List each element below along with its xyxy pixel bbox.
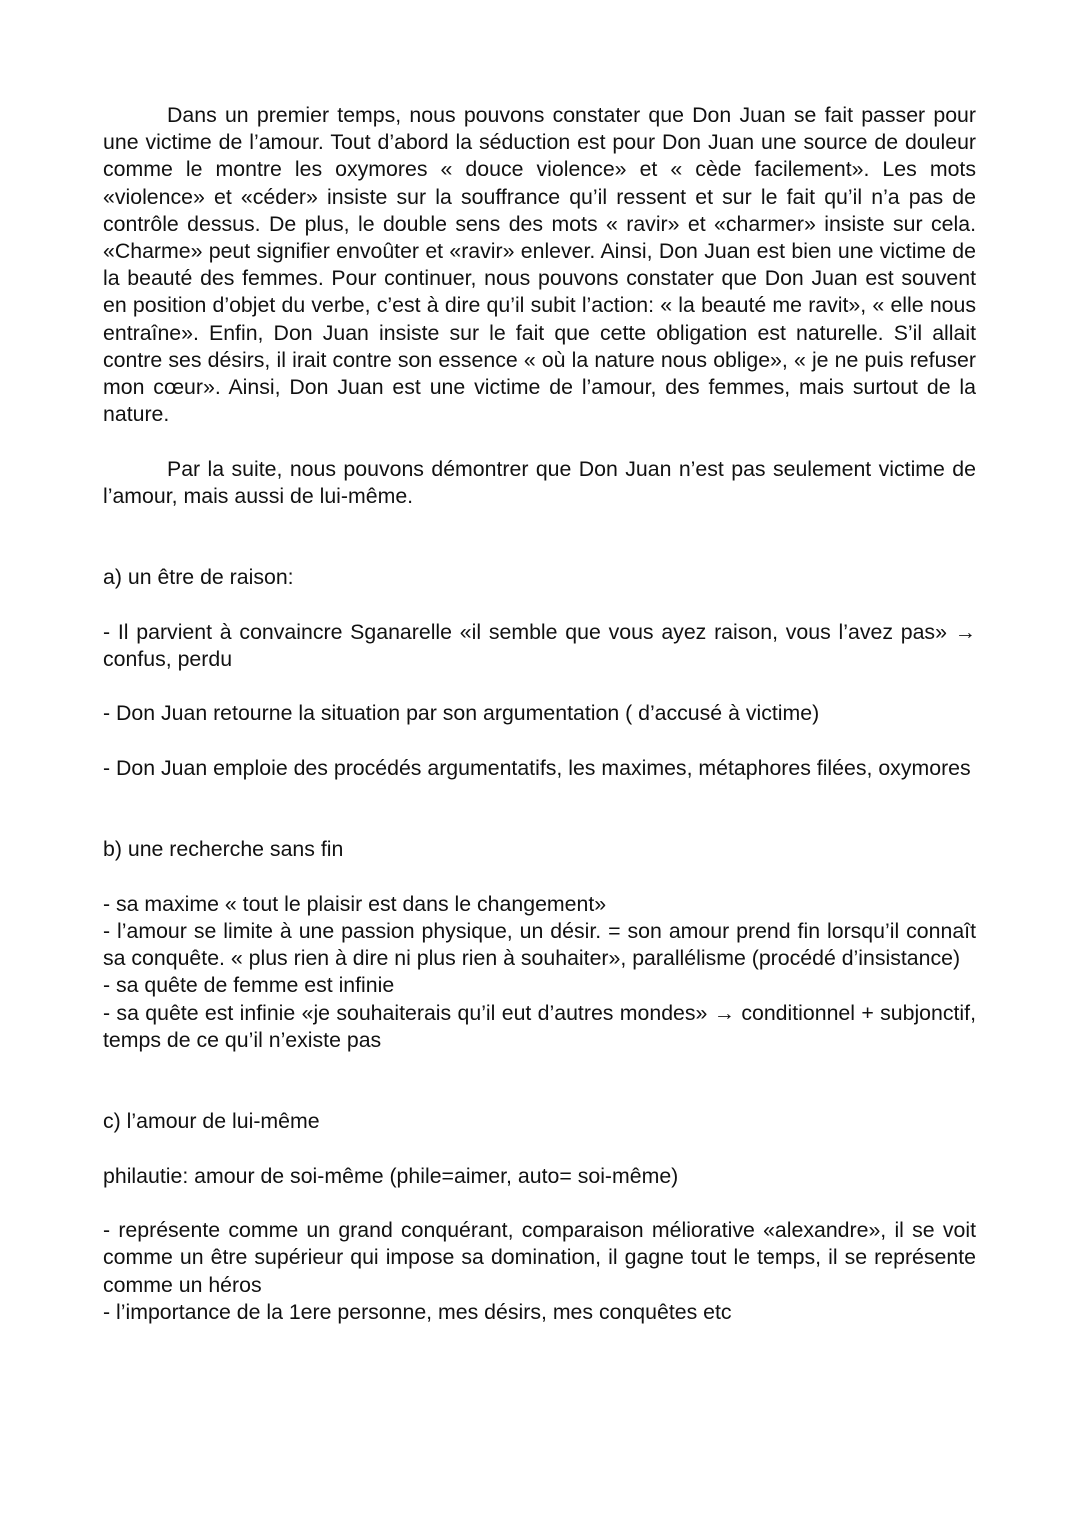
section-c-bullet-2: - l’importance de la 1ere personne, mes désirs, mes conquêtes etc	[103, 1299, 732, 1324]
paragraph-transition: Par la suite, nous pouvons démontrer que Don Juan n’est pas seulement victime de l’amour, mais aussi de lui-même.	[103, 456, 976, 508]
spacer	[103, 428, 976, 455]
section-a-bullet-1: - Il parvient à convaincre Sganarelle «il semble que vous ayez raison, vous l’avez pas» → confus, perdu	[103, 619, 976, 671]
section-c-definition: philautie: amour de soi-même (phile=aimer, auto= soi-même)	[103, 1163, 679, 1188]
section-b-bullet-4: - sa quête est infinie «je souhaiterais qu’il eut d’autres mondes» → conditionnel + subjonctif, temps de ce qu’il n’existe pas	[103, 1000, 976, 1052]
spacer	[103, 728, 976, 755]
paragraph-intro: Dans un premier temps, nous pouvons constater que Don Juan se fait passer pour une victime de l’amour. Tout d’abord la séduction est pour Don Juan une source de douleur comme le montre les oxymores « douce violence» et « cède facilement». Les mots «violence» et «céder» insiste sur la souffrance qu’il ressent et sur le fait qu’il n’a pas de contrôle dessus. De plus, le double sens des mots « ravir» et «charmer» insiste sur cela. «Charme» peut signifier envoûter et «ravir» enlever. Ainsi, Don Juan est bien une victime de la beauté des femmes. Pour continuer, nous pouvons constater que Don Juan est souvent en position d’objet du verbe, c’est à dire qu’il subit l’action: « la beauté me ravit», « elle nous entraîne». Enfin, Don Juan insiste sur le fait que cette obligation est naturelle. S’il allait contre ses désirs, il irait contre son essence « où la nature nous oblige», « je ne puis refuser mon cœur». Ainsi, Don Juan est une victime de l’amour, des femmes, mais surtout de la nature.	[103, 103, 976, 427]
document-page	[103, 102, 976, 1326]
section-a-bullet-3: - Don Juan emploie des procédés argumentatifs, les maximes, métaphores filées, oxymores	[103, 755, 971, 780]
spacer	[103, 673, 976, 700]
spacer	[103, 537, 976, 564]
section-a-bullet-2: - Don Juan retourne la situation par son argumentation ( d’accusé à victime)	[103, 701, 820, 726]
spacer	[103, 1136, 976, 1163]
section-b-bullet-1: - sa maxime « tout le plaisir est dans le changement»	[103, 891, 607, 916]
section-b-bullet-3: - sa quête de femme est infinie	[103, 973, 395, 998]
spacer	[103, 1081, 976, 1108]
spacer	[103, 809, 976, 836]
spacer	[103, 1054, 976, 1081]
spacer	[103, 1190, 976, 1217]
spacer	[103, 782, 976, 809]
spacer	[103, 510, 976, 537]
spacer	[103, 864, 976, 891]
spacer	[103, 592, 976, 619]
section-b-bullet-2: - l’amour se limite à une passion physique, un désir. = son amour prend fin lorsqu’il connaît sa conquête. « plus rien à dire ni plus rien à souhaiter», parallélisme (procédé d’insistance)	[103, 918, 976, 971]
section-c-heading: c) l’amour de lui-même	[103, 1109, 320, 1134]
section-c-bullet-1: - représente comme un grand conquérant, comparaison méliorative «alexandre», il se voit comme un être supérieur qui impose sa domination, il gagne tout le temps, il se représente comme un héros	[103, 1218, 976, 1297]
section-a-heading: a) un être de raison:	[103, 565, 294, 590]
section-b-heading: b) une recherche sans fin	[103, 837, 344, 862]
